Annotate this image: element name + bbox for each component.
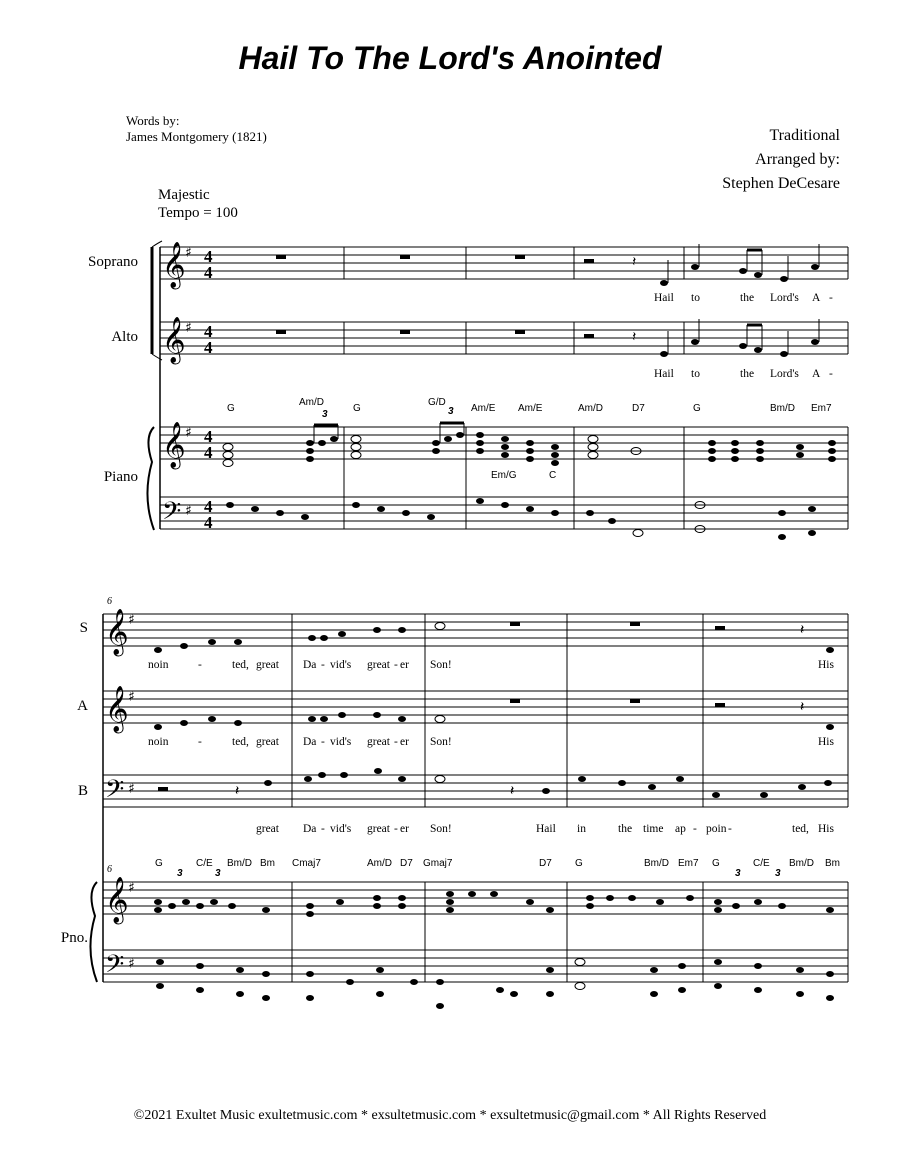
lyric: great bbox=[367, 659, 390, 671]
pno-bass-staff bbox=[103, 950, 848, 982]
arranger-name: Stephen DeCesare bbox=[722, 175, 840, 192]
lyric: - bbox=[394, 823, 398, 835]
lyric: vid's bbox=[330, 736, 352, 748]
lyric: ted, bbox=[792, 823, 809, 835]
lyric: - bbox=[394, 736, 398, 748]
piano-bass-m1-5 bbox=[226, 498, 816, 540]
lyric: er bbox=[400, 823, 409, 835]
lyric: er bbox=[400, 736, 409, 748]
chord-symbol: Am/D bbox=[367, 858, 392, 869]
lyric: great bbox=[256, 659, 279, 671]
svg-text:𝄢: 𝄢 bbox=[105, 775, 125, 810]
lyric: - bbox=[394, 659, 398, 671]
system-2-glyphs bbox=[105, 596, 834, 1009]
svg-text:𝄞: 𝄞 bbox=[162, 242, 186, 288]
lyric: vid's bbox=[330, 823, 352, 835]
chord-symbol: C/E bbox=[753, 858, 770, 869]
staff-name-alto: Alto bbox=[111, 329, 138, 345]
chord-symbol: G bbox=[693, 403, 701, 414]
chord-symbol: D7 bbox=[632, 403, 645, 414]
svg-text:4: 4 bbox=[204, 443, 213, 462]
chord-symbol: C bbox=[549, 470, 557, 481]
system-1-chords bbox=[227, 397, 832, 481]
chord-symbol: G/D bbox=[428, 397, 446, 408]
lyric: ted, bbox=[232, 736, 249, 748]
system-2-lyrics bbox=[148, 659, 835, 835]
svg-text:4: 4 bbox=[204, 513, 213, 532]
svg-text:4: 4 bbox=[204, 247, 213, 266]
lyric: in bbox=[577, 823, 586, 835]
system-1-lyrics bbox=[654, 292, 833, 380]
lyric: to bbox=[691, 368, 700, 380]
lyric: Hail bbox=[654, 368, 674, 380]
lyric: Son! bbox=[430, 736, 452, 748]
system-1-barlines bbox=[344, 247, 848, 529]
svg-text:♯: ♯ bbox=[128, 612, 135, 628]
lyric: - bbox=[321, 736, 325, 748]
chord-symbol: G bbox=[575, 858, 583, 869]
chord-symbol: Em7 bbox=[678, 858, 699, 869]
lyric: the bbox=[740, 368, 755, 380]
lyric: - bbox=[198, 659, 202, 671]
chord-symbol: Bm bbox=[260, 858, 275, 869]
svg-text:𝄽: 𝄽 bbox=[632, 329, 637, 345]
chord-symbol: G bbox=[353, 403, 361, 414]
svg-text:𝄞: 𝄞 bbox=[105, 877, 129, 923]
pno-treble-notes bbox=[154, 891, 834, 917]
lyric: Hail bbox=[536, 823, 556, 835]
chord-symbol: Em7 bbox=[811, 403, 832, 414]
chord-symbol: C/E bbox=[196, 858, 213, 869]
pno-treble-staff bbox=[103, 882, 848, 914]
lyric: er bbox=[400, 659, 409, 671]
chord-symbol: Cmaj7 bbox=[292, 858, 321, 869]
lyric: - bbox=[829, 292, 833, 304]
svg-text:4: 4 bbox=[204, 322, 213, 341]
lyric: A bbox=[812, 292, 821, 304]
chord-symbol: Em/G bbox=[491, 470, 517, 481]
lyric: - bbox=[728, 823, 732, 835]
lyric: great bbox=[256, 823, 279, 835]
copyright-footer: ©2021 Exultet Music exultetmusic.com * exsultetmusic.com * exsultetmusic@gmail.com * All Rights Reserved bbox=[133, 1108, 767, 1123]
triplet-mark: 3 bbox=[448, 406, 454, 417]
system-1-glyphs bbox=[162, 242, 836, 540]
chord-symbol: Am/D bbox=[299, 397, 324, 408]
lyric: Da bbox=[303, 736, 317, 748]
system-1 bbox=[147, 241, 848, 530]
lyric: poin bbox=[706, 823, 727, 835]
svg-text:𝄞: 𝄞 bbox=[105, 609, 129, 655]
lyric: Lord's bbox=[770, 368, 799, 380]
svg-text:4: 4 bbox=[204, 338, 213, 357]
svg-text:𝄞: 𝄞 bbox=[105, 686, 129, 732]
lyric: - bbox=[198, 736, 202, 748]
lyric: time bbox=[643, 823, 664, 835]
triplet-mark: 3 bbox=[775, 868, 781, 879]
svg-text:𝄽: 𝄽 bbox=[510, 783, 515, 799]
triplet-mark: 3 bbox=[735, 868, 741, 879]
svg-text:𝄞: 𝄞 bbox=[162, 422, 186, 468]
chord-symbol: Bm bbox=[825, 858, 840, 869]
staff-name-pno: Pno. bbox=[60, 930, 88, 946]
triplet-mark: 3 bbox=[215, 868, 221, 879]
lyric: His bbox=[818, 736, 834, 748]
svg-text:𝄽: 𝄽 bbox=[800, 622, 805, 638]
lyric: Da bbox=[303, 659, 317, 671]
arranged-label: Arranged by: bbox=[755, 151, 840, 168]
chord-symbol: G bbox=[227, 403, 235, 414]
alto-staff bbox=[160, 322, 848, 354]
staff-name-soprano: Soprano bbox=[88, 254, 138, 270]
lyric: ap bbox=[675, 823, 686, 835]
svg-text:𝄢: 𝄢 bbox=[162, 497, 182, 532]
chord-symbol: G bbox=[155, 858, 163, 869]
piano-treble-m1-5 bbox=[223, 423, 836, 467]
system-2-chords bbox=[155, 858, 840, 879]
lyric: noin bbox=[148, 736, 169, 748]
measure-number: 6 bbox=[107, 864, 112, 875]
chord-symbol: Am/E bbox=[518, 403, 543, 414]
svg-text:𝄽: 𝄽 bbox=[235, 783, 240, 799]
piano-bass-staff bbox=[160, 497, 848, 529]
lyric: His bbox=[818, 823, 834, 835]
svg-text:4: 4 bbox=[204, 263, 213, 282]
chord-symbol: Bm/D bbox=[770, 403, 795, 414]
measure-number: 6 bbox=[107, 596, 112, 607]
system-2 bbox=[90, 614, 848, 982]
staff-name-piano: Piano bbox=[103, 469, 138, 485]
svg-text:♯: ♯ bbox=[128, 880, 135, 896]
lyric: - bbox=[321, 659, 325, 671]
svg-text:𝄽: 𝄽 bbox=[800, 699, 805, 715]
chord-symbol: Bm/D bbox=[227, 858, 252, 869]
lyric: great bbox=[367, 736, 390, 748]
lyric: Lord's bbox=[770, 292, 799, 304]
staff-name-a: A bbox=[77, 698, 88, 714]
lyric: His bbox=[818, 659, 834, 671]
lyric: great bbox=[256, 736, 279, 748]
staff-name-b: B bbox=[77, 783, 88, 799]
lyric: vid's bbox=[330, 659, 352, 671]
chord-symbol: D7 bbox=[539, 858, 552, 869]
lyric: the bbox=[618, 823, 633, 835]
chord-symbol: Bm/D bbox=[789, 858, 814, 869]
svg-text:♯: ♯ bbox=[185, 503, 192, 519]
svg-text:𝄞: 𝄞 bbox=[162, 317, 186, 363]
svg-text:4: 4 bbox=[204, 497, 213, 516]
lyric: A bbox=[812, 368, 821, 380]
svg-text:♯: ♯ bbox=[128, 689, 135, 705]
words-label: Words by: bbox=[126, 113, 180, 128]
tempo-mark: Tempo = 100 bbox=[158, 205, 238, 221]
soprano-staff bbox=[160, 247, 848, 279]
music-source: Traditional bbox=[769, 127, 840, 144]
svg-text:4: 4 bbox=[204, 427, 213, 446]
words-author: James Montgomery (1821) bbox=[126, 129, 267, 144]
lyric: - bbox=[321, 823, 325, 835]
chord-symbol: D7 bbox=[400, 858, 413, 869]
lyric: Son! bbox=[430, 823, 452, 835]
lyric: Da bbox=[303, 823, 317, 835]
lyric: the bbox=[740, 292, 755, 304]
lyric: - bbox=[693, 823, 697, 835]
svg-text:𝄢: 𝄢 bbox=[105, 950, 125, 985]
lyric: great bbox=[367, 823, 390, 835]
chord-symbol: Gmaj7 bbox=[423, 858, 453, 869]
svg-text:♯: ♯ bbox=[128, 781, 135, 797]
svg-text:♯: ♯ bbox=[185, 245, 192, 261]
lyric: ted, bbox=[232, 659, 249, 671]
svg-text:𝄽: 𝄽 bbox=[632, 254, 637, 270]
staff-name-s: S bbox=[79, 620, 88, 636]
triplet-mark: 3 bbox=[177, 868, 183, 879]
chord-symbol: Am/E bbox=[471, 403, 496, 414]
lyric: noin bbox=[148, 659, 169, 671]
lyric: Son! bbox=[430, 659, 452, 671]
chord-symbol: Am/D bbox=[578, 403, 603, 414]
chord-symbol: G bbox=[712, 858, 720, 869]
b-staff bbox=[103, 775, 848, 807]
svg-text:♯: ♯ bbox=[128, 956, 135, 972]
chord-symbol: Bm/D bbox=[644, 858, 669, 869]
lyric: to bbox=[691, 292, 700, 304]
song-title: Hail To The Lord's Anointed bbox=[238, 40, 662, 76]
svg-text:♯: ♯ bbox=[185, 425, 192, 441]
tempo-style: Majestic bbox=[158, 187, 210, 203]
svg-text:♯: ♯ bbox=[185, 320, 192, 336]
lyric: Hail bbox=[654, 292, 674, 304]
lyric: - bbox=[829, 368, 833, 380]
triplet-mark: 3 bbox=[322, 409, 328, 420]
